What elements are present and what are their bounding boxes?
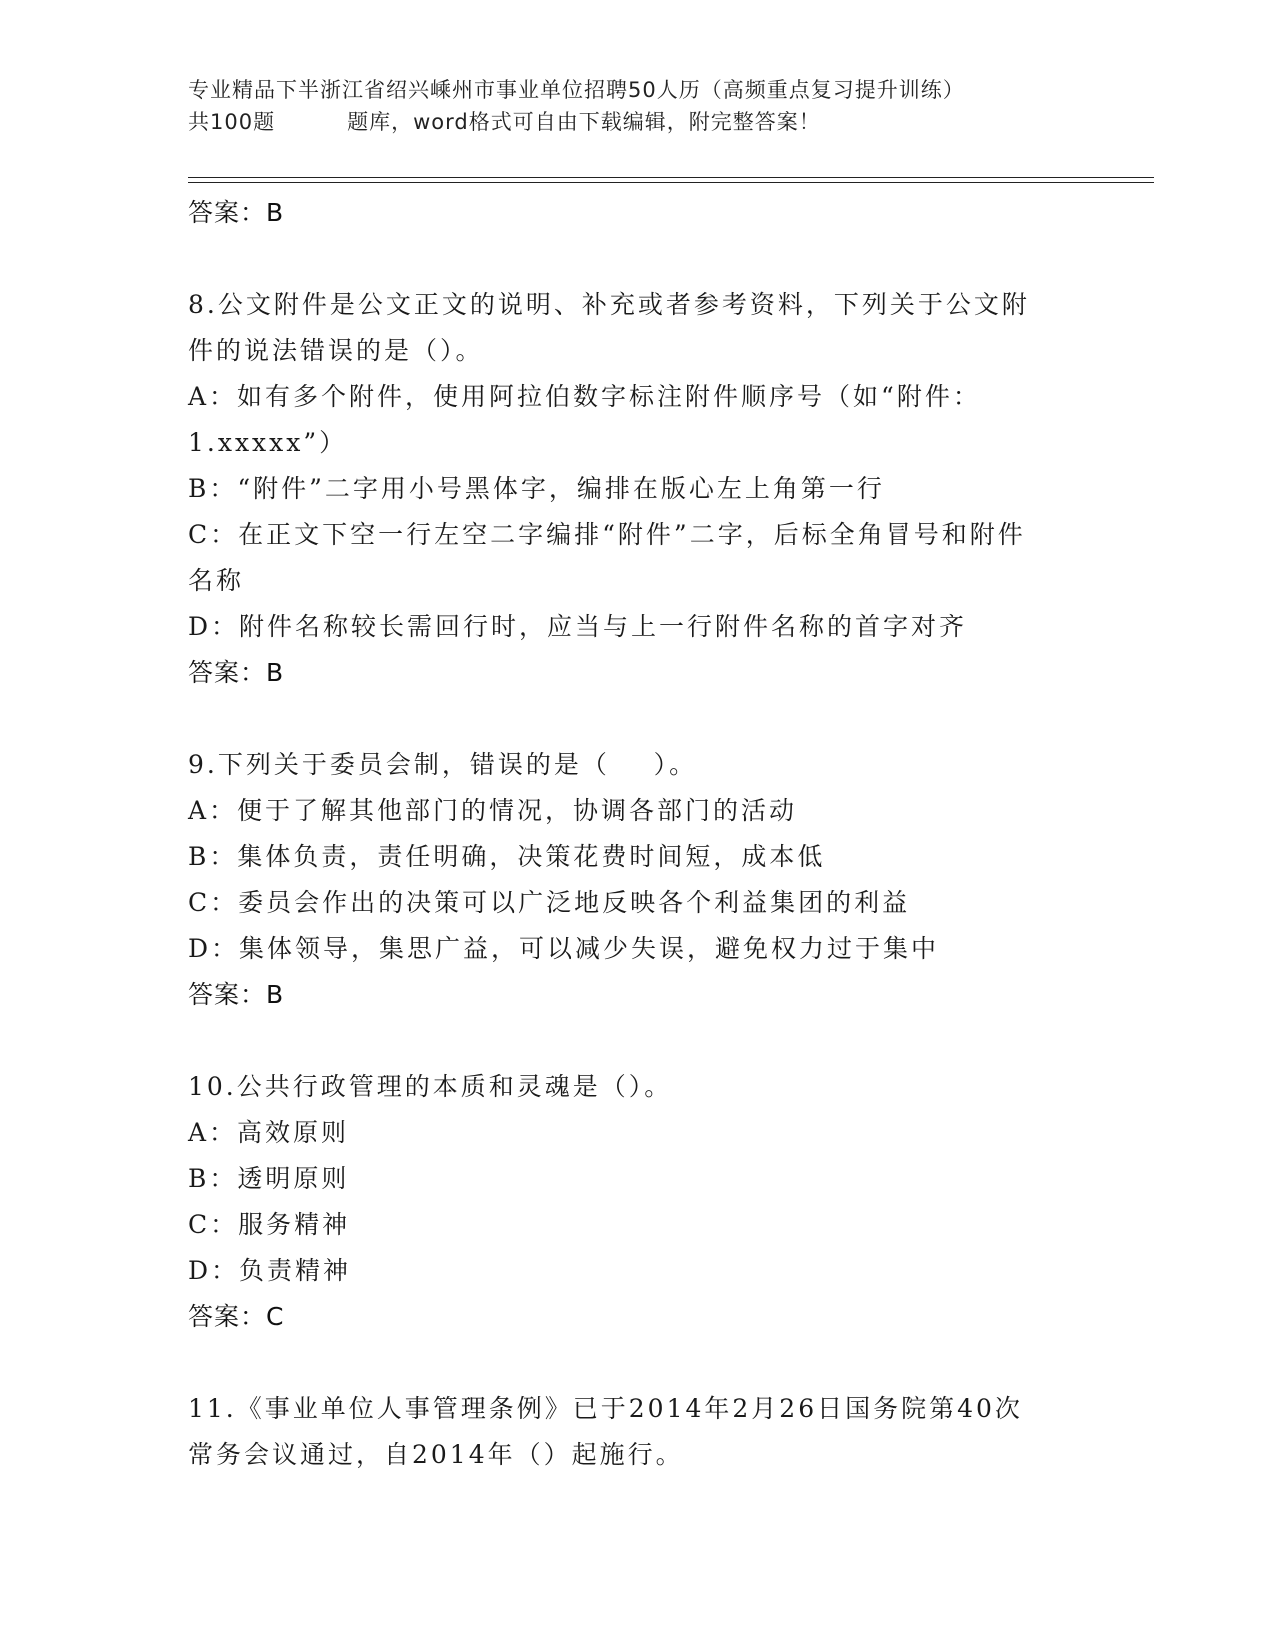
option-line: B：透明原则 (188, 1164, 350, 1193)
question-item (188, 1064, 1088, 1340)
document-header (188, 74, 1088, 138)
header-question-count: 共100题 (188, 110, 276, 134)
header-title-line: 专业精品下半浙江省绍兴嵊州市事业单位招聘50人历（高频重点复习提升训练） (188, 78, 965, 102)
option-line: B：集体负责，责任明确，决策花费时间短，成本低 (188, 842, 826, 871)
question-stem-line: 10.公共行政管理的本质和灵魂是（）。 (188, 1072, 673, 1101)
question-stem-line: 8.公文附件是公文正文的说明、补充或者参考资料，下列关于公文附 (188, 290, 1030, 319)
option-line: C：在正文下空一行左空二字编排“附件”二字，后标全角冒号和附件 (188, 520, 1026, 549)
questions-container (188, 282, 1088, 1478)
answer-line: 答案：B (188, 658, 285, 687)
header-divider-bottom (188, 182, 1154, 183)
option-line: D：集体领导，集思广益，可以减少失误，避免权力过于集中 (188, 934, 940, 963)
question-stem-line: 11.《事业单位人事管理条例》已于2014年2月26日国务院第40次 (188, 1394, 1023, 1423)
question-item (188, 282, 1088, 696)
question-stem-line: 件的说法错误的是（）。 (188, 336, 484, 365)
option-line: A：如有多个附件，使用阿拉伯数字标注附件顺序号（如“附件： (188, 382, 981, 411)
option-line: 名称 (188, 566, 245, 595)
option-line: C：委员会作出的决策可以广泛地反映各个利益集团的利益 (188, 888, 911, 917)
option-line: D：负责精神 (188, 1256, 352, 1285)
option-line: D：附件名称较长需回行时，应当与上一行附件名称的首字对齐 (188, 612, 968, 641)
previous-answer: 答案：B (188, 198, 285, 227)
question-stem-line: 9.下列关于委员会制，错误的是（ ）。 (188, 750, 698, 779)
option-line: A：高效原则 (188, 1118, 350, 1147)
question-item (188, 742, 1088, 1018)
option-line: C：服务精神 (188, 1210, 351, 1239)
answer-line: 答案：C (188, 1302, 285, 1331)
question-item (188, 1386, 1088, 1478)
answer-line: 答案：B (188, 980, 285, 1009)
option-line: B：“附件”二字用小号黑体字，编排在版心左上角第一行 (188, 474, 885, 503)
option-line: A：便于了解其他部门的情况，协调各部门的活动 (188, 796, 798, 825)
question-list (188, 190, 1088, 1478)
header-divider-top (188, 177, 1154, 178)
header-description: 题库，word格式可自由下载编辑，附完整答案！ (347, 110, 821, 134)
option-line: 1.xxxxx”） (188, 428, 348, 457)
question-stem-line: 常务会议通过，自2014年（）起施行。 (188, 1440, 684, 1469)
header-subtitle-line (188, 106, 1088, 138)
